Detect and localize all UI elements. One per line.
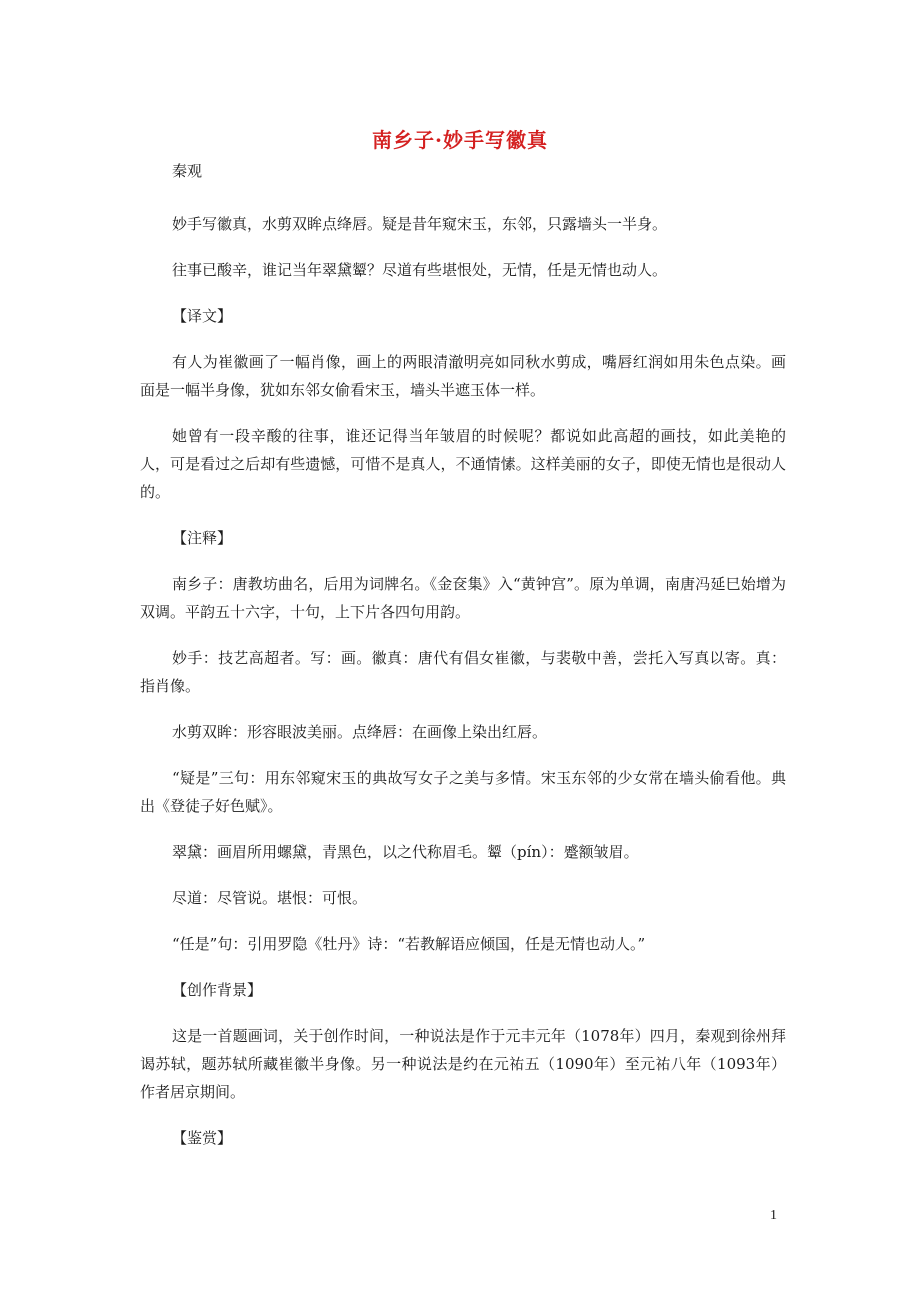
section-heading-background: 【创作背景】 bbox=[172, 981, 263, 999]
page-number: 1 bbox=[770, 1208, 777, 1223]
background-paragraph: 这是一首题画词，关于创作时间，一种说法是作于元丰元年（1078年）四月，秦观到徐州拜谒苏轼，题苏轼所藏崔徽半身像。另一种说法是约在元祐五（1090年）至元祐八年（1093年）作者居京期间。 bbox=[140, 1027, 786, 1101]
author-name: 秦观 bbox=[172, 162, 203, 180]
document-body bbox=[140, 210, 786, 1170]
section-heading-appreciation: 【鉴赏】 bbox=[172, 1129, 233, 1147]
note-paragraph: 尽道：尽管说。堪恨：可恨。 bbox=[172, 889, 368, 907]
translation-paragraph-2: 她曾有一段辛酸的往事，谁还记得当年皱眉的时候呢？都说如此高超的画技，如此美艳的人，可是看过之后却有些遗憾，可惜不是真人，不通情愫。这样美丽的女子，即使无情也是很动人的。 bbox=[140, 427, 786, 501]
note-paragraph: 翠黛：画眉所用螺黛，青黑色，以之代称眉毛。颦（pín）：蹙额皱眉。 bbox=[172, 843, 639, 861]
document-title: 南乡子·妙手写徽真 bbox=[372, 128, 548, 152]
note-paragraph: “疑是”三句：用东邻窥宋玉的典故写女子之美与多情。宋玉东邻的少女常在墙头偷看他。典出《登徒子好色赋》。 bbox=[140, 769, 786, 815]
poem-line-1: 妙手写徽真，水剪双眸点绛唇。疑是昔年窥宋玉，东邻，只露墙头一半身。 bbox=[172, 215, 668, 233]
note-paragraph: 水剪双眸：形容眼波美丽。点绛唇：在画像上染出红唇。 bbox=[172, 723, 548, 741]
note-paragraph: 南乡子：唐教坊曲名，后用为词牌名。《金奁集》入“黄钟宫”。原为单调，南唐冯延巳始增为双调。平韵五十六字，十句，上下片各四句用韵。 bbox=[140, 575, 786, 621]
section-heading-translation: 【译文】 bbox=[172, 307, 233, 325]
section-heading-notes: 【注释】 bbox=[172, 529, 233, 547]
note-paragraph: 妙手：技艺高超者。写：画。徽真：唐代有倡女崔徽，与裴敬中善，尝托入写真以寄。真：指肖像。 bbox=[140, 649, 786, 695]
note-paragraph: “任是”句：引用罗隐《牡丹》诗：“若教解语应倾国，任是无情也动人。” bbox=[172, 935, 646, 953]
translation-paragraph-1: 有人为崔徽画了一幅肖像，画上的两眼清澈明亮如同秋水剪成，嘴唇红润如用朱色点染。画面是一幅半身像，犹如东邻女偷看宋玉，墙头半遮玉体一样。 bbox=[140, 353, 786, 399]
poem-line-2: 往事已酸辛，谁记当年翠黛颦？尽道有些堪恨处，无情，任是无情也动人。 bbox=[172, 261, 668, 279]
